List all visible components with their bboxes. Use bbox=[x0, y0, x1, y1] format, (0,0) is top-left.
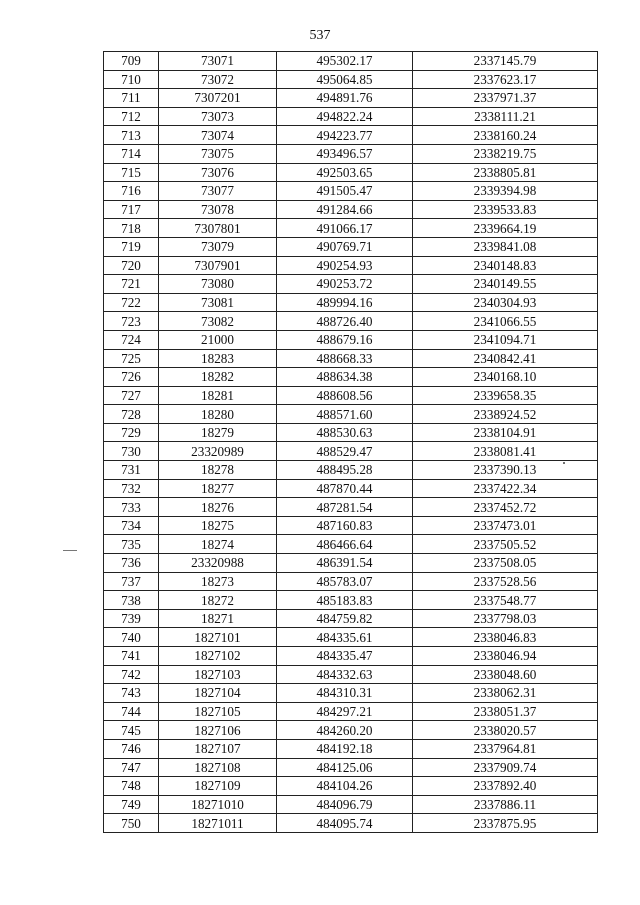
x-coordinate-cell: 488679.16 bbox=[277, 330, 413, 349]
y-coordinate-cell: 2337505.52 bbox=[413, 535, 598, 554]
row-number-cell: 719 bbox=[104, 237, 159, 256]
y-coordinate-cell: 2338048.60 bbox=[413, 665, 598, 684]
y-coordinate-cell: 2337798.03 bbox=[413, 609, 598, 628]
point-id-cell: 18275 bbox=[159, 516, 277, 535]
row-number-cell: 722 bbox=[104, 293, 159, 312]
y-coordinate-cell: 2340148.83 bbox=[413, 256, 598, 275]
x-coordinate-cell: 488608.56 bbox=[277, 386, 413, 405]
row-number-cell: 745 bbox=[104, 721, 159, 740]
row-number-cell: 734 bbox=[104, 516, 159, 535]
point-id-cell: 1827102 bbox=[159, 647, 277, 666]
row-number-cell: 727 bbox=[104, 386, 159, 405]
point-id-cell: 18276 bbox=[159, 498, 277, 517]
x-coordinate-cell: 494891.76 bbox=[277, 89, 413, 108]
point-id-cell: 7307901 bbox=[159, 256, 277, 275]
point-id-cell: 1827109 bbox=[159, 777, 277, 796]
table-row bbox=[104, 219, 598, 238]
row-number-cell: 728 bbox=[104, 405, 159, 424]
x-coordinate-cell: 490769.71 bbox=[277, 237, 413, 256]
row-number-cell: 732 bbox=[104, 479, 159, 498]
y-coordinate-cell: 2338219.75 bbox=[413, 144, 598, 163]
x-coordinate-cell: 494822.24 bbox=[277, 107, 413, 126]
page-number: 537 bbox=[309, 28, 331, 43]
y-coordinate-cell: 2337145.79 bbox=[413, 52, 598, 71]
row-number-cell: 737 bbox=[104, 572, 159, 591]
row-number-cell: 738 bbox=[104, 591, 159, 610]
table-row bbox=[104, 200, 598, 219]
row-number-cell: 731 bbox=[104, 461, 159, 480]
row-number-cell: 711 bbox=[104, 89, 159, 108]
table-row bbox=[104, 739, 598, 758]
point-id-cell: 73073 bbox=[159, 107, 277, 126]
y-coordinate-cell: 2338081.41 bbox=[413, 442, 598, 461]
table-row bbox=[104, 609, 598, 628]
y-coordinate-cell: 2337886.11 bbox=[413, 795, 598, 814]
point-id-cell: 1827107 bbox=[159, 739, 277, 758]
table-row bbox=[104, 349, 598, 368]
row-number-cell: 721 bbox=[104, 275, 159, 294]
y-coordinate-cell: 2338160.24 bbox=[413, 126, 598, 145]
point-id-cell: 73071 bbox=[159, 52, 277, 71]
point-id-cell: 18271 bbox=[159, 609, 277, 628]
point-id-cell: 18281 bbox=[159, 386, 277, 405]
y-coordinate-cell: 2337875.95 bbox=[413, 814, 598, 833]
table-row bbox=[104, 144, 598, 163]
x-coordinate-cell: 484260.20 bbox=[277, 721, 413, 740]
point-id-cell: 73082 bbox=[159, 312, 277, 331]
point-id-cell: 73074 bbox=[159, 126, 277, 145]
table-row bbox=[104, 535, 598, 554]
table-row bbox=[104, 237, 598, 256]
x-coordinate-cell: 484297.21 bbox=[277, 702, 413, 721]
table-row bbox=[104, 293, 598, 312]
row-number-cell: 729 bbox=[104, 423, 159, 442]
y-coordinate-cell: 2337508.05 bbox=[413, 554, 598, 573]
x-coordinate-cell: 487160.83 bbox=[277, 516, 413, 535]
row-number-cell: 747 bbox=[104, 758, 159, 777]
row-number-cell: 723 bbox=[104, 312, 159, 331]
x-coordinate-cell: 495064.85 bbox=[277, 70, 413, 89]
row-number-cell: 733 bbox=[104, 498, 159, 517]
table-row bbox=[104, 52, 598, 71]
x-coordinate-cell: 484104.26 bbox=[277, 777, 413, 796]
y-coordinate-cell: 2338046.83 bbox=[413, 628, 598, 647]
table-row bbox=[104, 107, 598, 126]
x-coordinate-cell: 495302.17 bbox=[277, 52, 413, 71]
point-id-cell: 7307801 bbox=[159, 219, 277, 238]
y-coordinate-cell: 2339394.98 bbox=[413, 182, 598, 201]
margin-mark bbox=[63, 550, 77, 551]
x-coordinate-cell: 487870.44 bbox=[277, 479, 413, 498]
table-row bbox=[104, 275, 598, 294]
table-row bbox=[104, 516, 598, 535]
table-row bbox=[104, 498, 598, 517]
point-id-cell: 1827101 bbox=[159, 628, 277, 647]
y-coordinate-cell: 2339664.19 bbox=[413, 219, 598, 238]
x-coordinate-cell: 484335.61 bbox=[277, 628, 413, 647]
x-coordinate-cell: 485183.83 bbox=[277, 591, 413, 610]
table-row bbox=[104, 777, 598, 796]
table-row bbox=[104, 442, 598, 461]
row-number-cell: 743 bbox=[104, 684, 159, 703]
row-number-cell: 710 bbox=[104, 70, 159, 89]
point-id-cell: 18271011 bbox=[159, 814, 277, 833]
table-row bbox=[104, 554, 598, 573]
point-id-cell: 73075 bbox=[159, 144, 277, 163]
y-coordinate-cell: 2337473.01 bbox=[413, 516, 598, 535]
table-row bbox=[104, 405, 598, 424]
y-coordinate-cell: 2341066.55 bbox=[413, 312, 598, 331]
x-coordinate-cell: 492503.65 bbox=[277, 163, 413, 182]
y-coordinate-cell: 2340304.93 bbox=[413, 293, 598, 312]
y-coordinate-cell: 2337964.81 bbox=[413, 739, 598, 758]
row-number-cell: 740 bbox=[104, 628, 159, 647]
point-id-cell: 18277 bbox=[159, 479, 277, 498]
point-id-cell: 73076 bbox=[159, 163, 277, 182]
x-coordinate-cell: 488530.63 bbox=[277, 423, 413, 442]
y-coordinate-cell: 2337528.56 bbox=[413, 572, 598, 591]
x-coordinate-cell: 484096.79 bbox=[277, 795, 413, 814]
x-coordinate-cell: 484335.47 bbox=[277, 647, 413, 666]
x-coordinate-cell: 490253.72 bbox=[277, 275, 413, 294]
row-number-cell: 744 bbox=[104, 702, 159, 721]
point-id-cell: 73081 bbox=[159, 293, 277, 312]
point-id-cell: 21000 bbox=[159, 330, 277, 349]
y-coordinate-cell: 2338111.21 bbox=[413, 107, 598, 126]
row-number-cell: 726 bbox=[104, 368, 159, 387]
row-number-cell: 718 bbox=[104, 219, 159, 238]
y-coordinate-cell: 2339533.83 bbox=[413, 200, 598, 219]
table-row bbox=[104, 89, 598, 108]
point-id-cell: 18280 bbox=[159, 405, 277, 424]
point-id-cell: 73079 bbox=[159, 237, 277, 256]
row-number-cell: 725 bbox=[104, 349, 159, 368]
x-coordinate-cell: 484310.31 bbox=[277, 684, 413, 703]
x-coordinate-cell: 484125.06 bbox=[277, 758, 413, 777]
table-row bbox=[104, 758, 598, 777]
row-number-cell: 720 bbox=[104, 256, 159, 275]
table-row bbox=[104, 665, 598, 684]
point-id-cell: 18283 bbox=[159, 349, 277, 368]
row-number-cell: 717 bbox=[104, 200, 159, 219]
x-coordinate-cell: 488634.38 bbox=[277, 368, 413, 387]
point-id-cell: 18271010 bbox=[159, 795, 277, 814]
table-row bbox=[104, 591, 598, 610]
row-number-cell: 724 bbox=[104, 330, 159, 349]
y-coordinate-cell: 2337971.37 bbox=[413, 89, 598, 108]
y-coordinate-cell: 2338805.81 bbox=[413, 163, 598, 182]
table-row bbox=[104, 256, 598, 275]
x-coordinate-cell: 488529.47 bbox=[277, 442, 413, 461]
point-id-cell: 73080 bbox=[159, 275, 277, 294]
row-number-cell: 716 bbox=[104, 182, 159, 201]
x-coordinate-cell: 486466.64 bbox=[277, 535, 413, 554]
table-row bbox=[104, 70, 598, 89]
point-id-cell: 1827103 bbox=[159, 665, 277, 684]
x-coordinate-cell: 484332.63 bbox=[277, 665, 413, 684]
y-coordinate-cell: 2337390.13 bbox=[413, 461, 598, 480]
x-coordinate-cell: 491284.66 bbox=[277, 200, 413, 219]
point-id-cell: 7307201 bbox=[159, 89, 277, 108]
point-id-cell: 18274 bbox=[159, 535, 277, 554]
point-id-cell: 1827105 bbox=[159, 702, 277, 721]
x-coordinate-cell: 484095.74 bbox=[277, 814, 413, 833]
table-row bbox=[104, 702, 598, 721]
y-coordinate-cell: 2337548.77 bbox=[413, 591, 598, 610]
point-id-cell: 23320989 bbox=[159, 442, 277, 461]
y-coordinate-cell: 2340168.10 bbox=[413, 368, 598, 387]
y-coordinate-cell: 2338924.52 bbox=[413, 405, 598, 424]
row-number-cell: 750 bbox=[104, 814, 159, 833]
table-row bbox=[104, 628, 598, 647]
table-row bbox=[104, 572, 598, 591]
y-coordinate-cell: 2339658.35 bbox=[413, 386, 598, 405]
table-row bbox=[104, 182, 598, 201]
x-coordinate-cell: 489994.16 bbox=[277, 293, 413, 312]
row-number-cell: 739 bbox=[104, 609, 159, 628]
point-id-cell: 18279 bbox=[159, 423, 277, 442]
row-number-cell: 748 bbox=[104, 777, 159, 796]
x-coordinate-cell: 490254.93 bbox=[277, 256, 413, 275]
table-body bbox=[104, 52, 598, 833]
table-row bbox=[104, 461, 598, 480]
table-row bbox=[104, 647, 598, 666]
row-number-cell: 709 bbox=[104, 52, 159, 71]
x-coordinate-cell: 488495.28 bbox=[277, 461, 413, 480]
y-coordinate-cell: 2341094.71 bbox=[413, 330, 598, 349]
point-id-cell: 18282 bbox=[159, 368, 277, 387]
row-number-cell: 749 bbox=[104, 795, 159, 814]
point-id-cell: 73078 bbox=[159, 200, 277, 219]
row-number-cell: 736 bbox=[104, 554, 159, 573]
y-coordinate-cell: 2337452.72 bbox=[413, 498, 598, 517]
y-coordinate-cell: 2338046.94 bbox=[413, 647, 598, 666]
x-coordinate-cell: 491505.47 bbox=[277, 182, 413, 201]
table-row bbox=[104, 163, 598, 182]
table-row bbox=[104, 814, 598, 833]
row-number-cell: 714 bbox=[104, 144, 159, 163]
x-coordinate-cell: 486391.54 bbox=[277, 554, 413, 573]
point-id-cell: 1827108 bbox=[159, 758, 277, 777]
x-coordinate-cell: 484192.18 bbox=[277, 739, 413, 758]
x-coordinate-cell: 487281.54 bbox=[277, 498, 413, 517]
point-id-cell: 1827104 bbox=[159, 684, 277, 703]
point-id-cell: 73072 bbox=[159, 70, 277, 89]
x-coordinate-cell: 494223.77 bbox=[277, 126, 413, 145]
table-row bbox=[104, 795, 598, 814]
table-row bbox=[104, 684, 598, 703]
table-row bbox=[104, 126, 598, 145]
table-row bbox=[104, 423, 598, 442]
point-id-cell: 73077 bbox=[159, 182, 277, 201]
y-coordinate-cell: 2338104.91 bbox=[413, 423, 598, 442]
row-number-cell: 742 bbox=[104, 665, 159, 684]
point-id-cell: 18278 bbox=[159, 461, 277, 480]
point-id-cell: 1827106 bbox=[159, 721, 277, 740]
table-row bbox=[104, 479, 598, 498]
table-row bbox=[104, 312, 598, 331]
table-row bbox=[104, 368, 598, 387]
row-number-cell: 746 bbox=[104, 739, 159, 758]
x-coordinate-cell: 485783.07 bbox=[277, 572, 413, 591]
y-coordinate-cell: 2338020.57 bbox=[413, 721, 598, 740]
y-coordinate-cell: 2339841.08 bbox=[413, 237, 598, 256]
row-number-cell: 713 bbox=[104, 126, 159, 145]
row-number-cell: 735 bbox=[104, 535, 159, 554]
table-row bbox=[104, 330, 598, 349]
row-number-cell: 741 bbox=[104, 647, 159, 666]
y-coordinate-cell: 2338062.31 bbox=[413, 684, 598, 703]
y-coordinate-cell: 2337422.34 bbox=[413, 479, 598, 498]
point-id-cell: 18273 bbox=[159, 572, 277, 591]
point-id-cell: 23320988 bbox=[159, 554, 277, 573]
y-coordinate-cell: 2337892.40 bbox=[413, 777, 598, 796]
x-coordinate-cell: 491066.17 bbox=[277, 219, 413, 238]
x-coordinate-cell: 484759.82 bbox=[277, 609, 413, 628]
y-coordinate-cell: 2337623.17 bbox=[413, 70, 598, 89]
x-coordinate-cell: 488571.60 bbox=[277, 405, 413, 424]
row-number-cell: 712 bbox=[104, 107, 159, 126]
y-coordinate-cell: 2337909.74 bbox=[413, 758, 598, 777]
row-number-cell: 730 bbox=[104, 442, 159, 461]
x-coordinate-cell: 488668.33 bbox=[277, 349, 413, 368]
table-row bbox=[104, 386, 598, 405]
row-number-cell: 715 bbox=[104, 163, 159, 182]
table-row bbox=[104, 721, 598, 740]
point-id-cell: 18272 bbox=[159, 591, 277, 610]
x-coordinate-cell: 493496.57 bbox=[277, 144, 413, 163]
y-coordinate-cell: 2338051.37 bbox=[413, 702, 598, 721]
y-coordinate-cell: 2340842.41 bbox=[413, 349, 598, 368]
x-coordinate-cell: 488726.40 bbox=[277, 312, 413, 331]
y-coordinate-cell: 2340149.55 bbox=[413, 275, 598, 294]
coordinates-table bbox=[103, 51, 598, 833]
